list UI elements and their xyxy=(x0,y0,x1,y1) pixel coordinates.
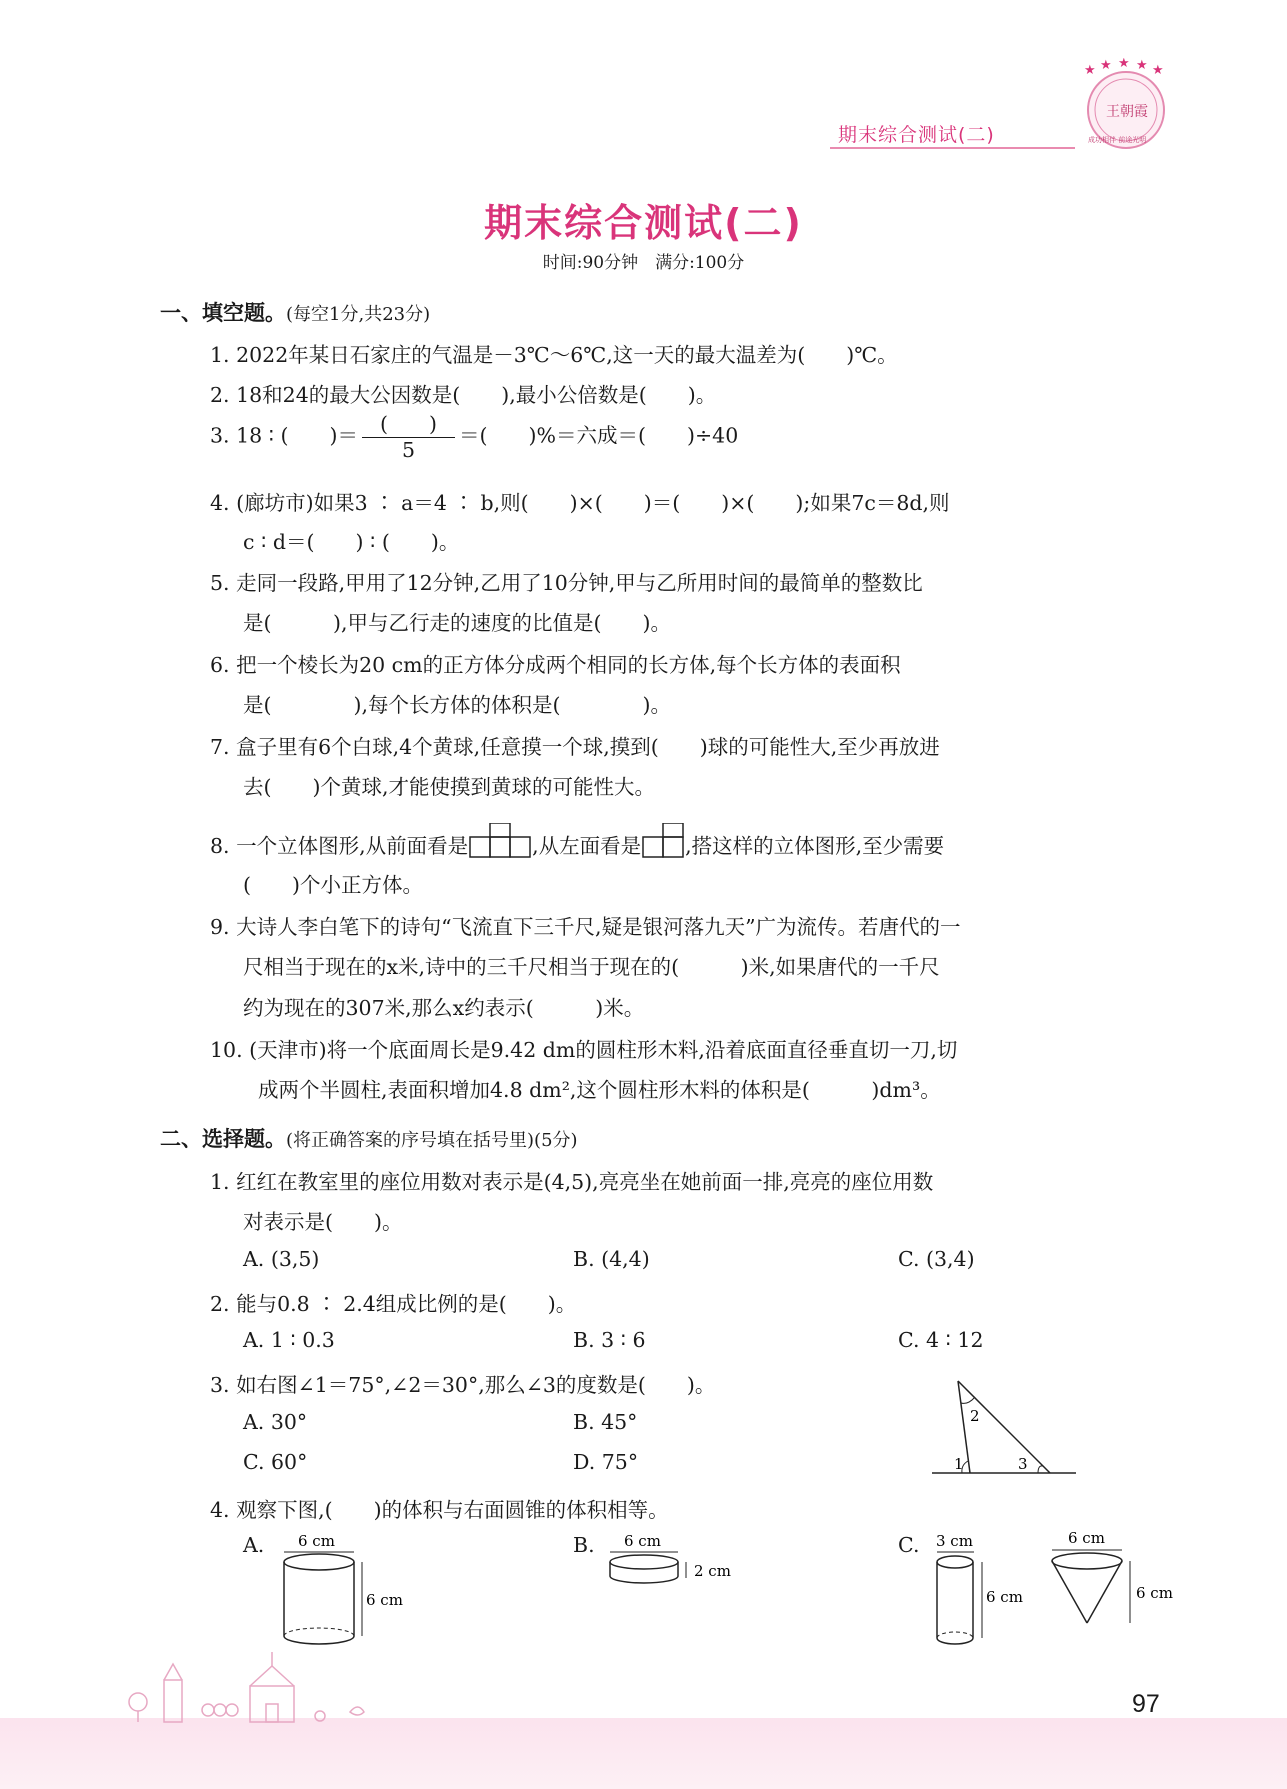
angle-2-label: 2 xyxy=(970,1407,980,1425)
s2-q3-option-c: C. 60° xyxy=(243,1450,308,1474)
svg-text:★: ★ xyxy=(1100,58,1112,73)
s1-q6-line1: 6. 把一个棱长为20 cm的正方体分成两个相同的长方体,每个长方体的表面积 xyxy=(210,653,901,677)
s1-q8-line2: ( )个小正方体。 xyxy=(243,873,423,897)
s2-q4: 4. 观察下图,( )的体积与右面圆锥的体积相等。 xyxy=(210,1498,669,1522)
cylinder-b-figure xyxy=(608,1532,748,1592)
s1-q9-line1: 9. 大诗人李白笔下的诗句“飞流直下三千尺,疑是银河落九天”广为流传。若唐代的一 xyxy=(210,915,961,939)
s2-q4-option-a: A. xyxy=(243,1533,265,1557)
s1-q4-line2: c ∶ d＝( ) ∶ ( )。 xyxy=(243,530,460,554)
angle-1-label: 1 xyxy=(954,1455,964,1473)
footer-band xyxy=(0,1718,1287,1789)
s1-q7-line2: 去( )个黄球,才能使摸到黄球的可能性大。 xyxy=(243,775,656,799)
running-header: 期末综合测试(二) xyxy=(838,124,995,146)
cyl-b-side-dim: 2 cm xyxy=(694,1562,731,1580)
s1-q7-line1: 7. 盒子里有6个白球,4个黄球,任意摸一个球,摸到( )球的可能性大,至少再放进 xyxy=(210,735,940,759)
s2-q3: 3. 如右图∠1＝75°,∠2＝30°,那么∠3的度数是( )。 xyxy=(210,1373,716,1397)
cylinder-c-figure xyxy=(930,1532,1030,1652)
s1-q5-line1: 5. 走同一段路,甲用了12分钟,乙用了10分钟,甲与乙所用时间的最简单的整数比 xyxy=(210,571,923,595)
s2-q3-option-a: A. 30° xyxy=(243,1410,308,1434)
left-view-icon xyxy=(641,823,685,859)
section1-note: (每空1分,共23分) xyxy=(286,304,431,325)
brand-stamp-icon xyxy=(1070,58,1182,154)
s2-q3-option-d: D. 75° xyxy=(573,1450,639,1474)
s1-q8-part-a: 8. 一个立体图形,从前面看是 xyxy=(210,834,469,858)
s1-q3 xyxy=(210,412,738,462)
s2-q1-line1: 1. 红红在教室里的座位用数对表示是(4,5),亮亮坐在她前面一排,亮亮的座位用数 xyxy=(210,1170,934,1194)
s2-q3-option-b: B. 45° xyxy=(573,1410,638,1434)
s2-q1-line2: 对表示是( )。 xyxy=(243,1210,403,1234)
s1-q4-line1: 4. (廊坊市)如果3 ∶ a＝4 ∶ b,则( )×( )＝( )×( );如果7c＝8d,则 xyxy=(210,491,950,515)
s1-q8-part-b: ,从左面看是 xyxy=(532,834,642,858)
s1-q3-part-a: 3. 18 ∶ ( )＝ xyxy=(210,423,359,448)
s2-q4-option-b: B. xyxy=(573,1533,595,1557)
svg-text:★: ★ xyxy=(1152,63,1164,78)
angle-3-label: 3 xyxy=(1018,1455,1028,1473)
exam-meta: 时间:90分钟 满分:100分 xyxy=(542,253,745,273)
cone-figure xyxy=(1050,1528,1180,1628)
s1-q3-numerator: ( ) xyxy=(362,412,455,438)
s1-q9-line3: 约为现在的307米,那么x约表示( )米。 xyxy=(243,996,645,1020)
page-number: 97 xyxy=(1132,1690,1160,1718)
section2-title: 二、选择题。 xyxy=(160,1127,286,1151)
section1-heading xyxy=(160,297,430,327)
svg-text:★: ★ xyxy=(1136,58,1148,73)
castle-decoration-icon xyxy=(120,1646,380,1724)
s1-q1: 1. 2022年某日石家庄的气温是－3℃～6℃,这一天的最大温差为( )℃。 xyxy=(210,343,898,367)
s1-q2: 2. 18和24的最大公因数是( ),最小公倍数是( )。 xyxy=(210,383,717,407)
cyl-c-top-dim: 3 cm xyxy=(936,1532,973,1550)
cylinder-a-figure xyxy=(278,1532,418,1647)
s2-q4-option-c: C. xyxy=(898,1533,920,1557)
section1-title: 一、填空题。 xyxy=(160,301,286,325)
header-underline xyxy=(830,147,1075,149)
s2-q2-option-b: B. 3 ∶ 6 xyxy=(573,1328,646,1352)
s1-q3-part-b: ＝( )%＝六成＝( )÷40 xyxy=(459,423,739,448)
section2-heading xyxy=(160,1123,578,1153)
triangle-angle-figure xyxy=(930,1375,1080,1480)
s2-q2-option-a: A. 1 ∶ 0.3 xyxy=(243,1328,335,1352)
s2-q1-option-b: B. (4,4) xyxy=(573,1247,650,1271)
front-view-icon xyxy=(468,823,532,859)
svg-text:★: ★ xyxy=(1084,63,1096,78)
cyl-a-side-dim: 6 cm xyxy=(366,1591,403,1609)
section2-note: (将正确答案的序号填在括号里)(5分) xyxy=(286,1130,578,1151)
s2-q2-option-c: C. 4 ∶ 12 xyxy=(898,1328,984,1352)
s1-q5-line2: 是( ),甲与乙行走的速度的比值是( )。 xyxy=(243,611,672,635)
s1-q6-line2: 是( ),每个长方体的体积是( )。 xyxy=(243,693,672,717)
s1-q9-line2: 尺相当于现在的x米,诗中的三千尺相当于现在的( )米,如果唐代的一千尺 xyxy=(243,955,940,979)
stamp-subtext: 成功相伴 前途光明 xyxy=(1088,136,1147,144)
s1-q8-line1 xyxy=(210,823,944,859)
s2-q2: 2. 能与0.8 ∶ 2.4组成比例的是( )。 xyxy=(210,1292,577,1316)
cone-side-dim: 6 cm xyxy=(1136,1584,1173,1602)
s1-q3-denominator: 5 xyxy=(402,437,416,462)
s1-q8-part-c: ,搭这样的立体图形,至少需要 xyxy=(685,834,945,858)
cyl-b-top-dim: 6 cm xyxy=(624,1532,661,1550)
svg-text:★: ★ xyxy=(1118,58,1130,71)
s2-q1-option-c: C. (3,4) xyxy=(898,1247,975,1271)
s1-q10-line1: 10. (天津市)将一个底面周长是9.42 dm的圆柱形木料,沿着底面直径垂直切一刀,切 xyxy=(210,1038,958,1062)
s1-q3-fraction xyxy=(362,412,455,462)
cone-top-dim: 6 cm xyxy=(1068,1529,1105,1547)
page-title: 期末综合测试(二) xyxy=(484,201,803,245)
s1-q10-line2: 成两个半圆柱,表面积增加4.8 dm²,这个圆柱形木料的体积是( )dm³。 xyxy=(258,1078,941,1102)
s2-q1-option-a: A. (3,5) xyxy=(243,1247,320,1271)
stamp-text: 王朝霞 xyxy=(1106,104,1148,120)
cyl-a-top-dim: 6 cm xyxy=(298,1532,335,1550)
cyl-c-side-dim: 6 cm xyxy=(986,1588,1023,1606)
